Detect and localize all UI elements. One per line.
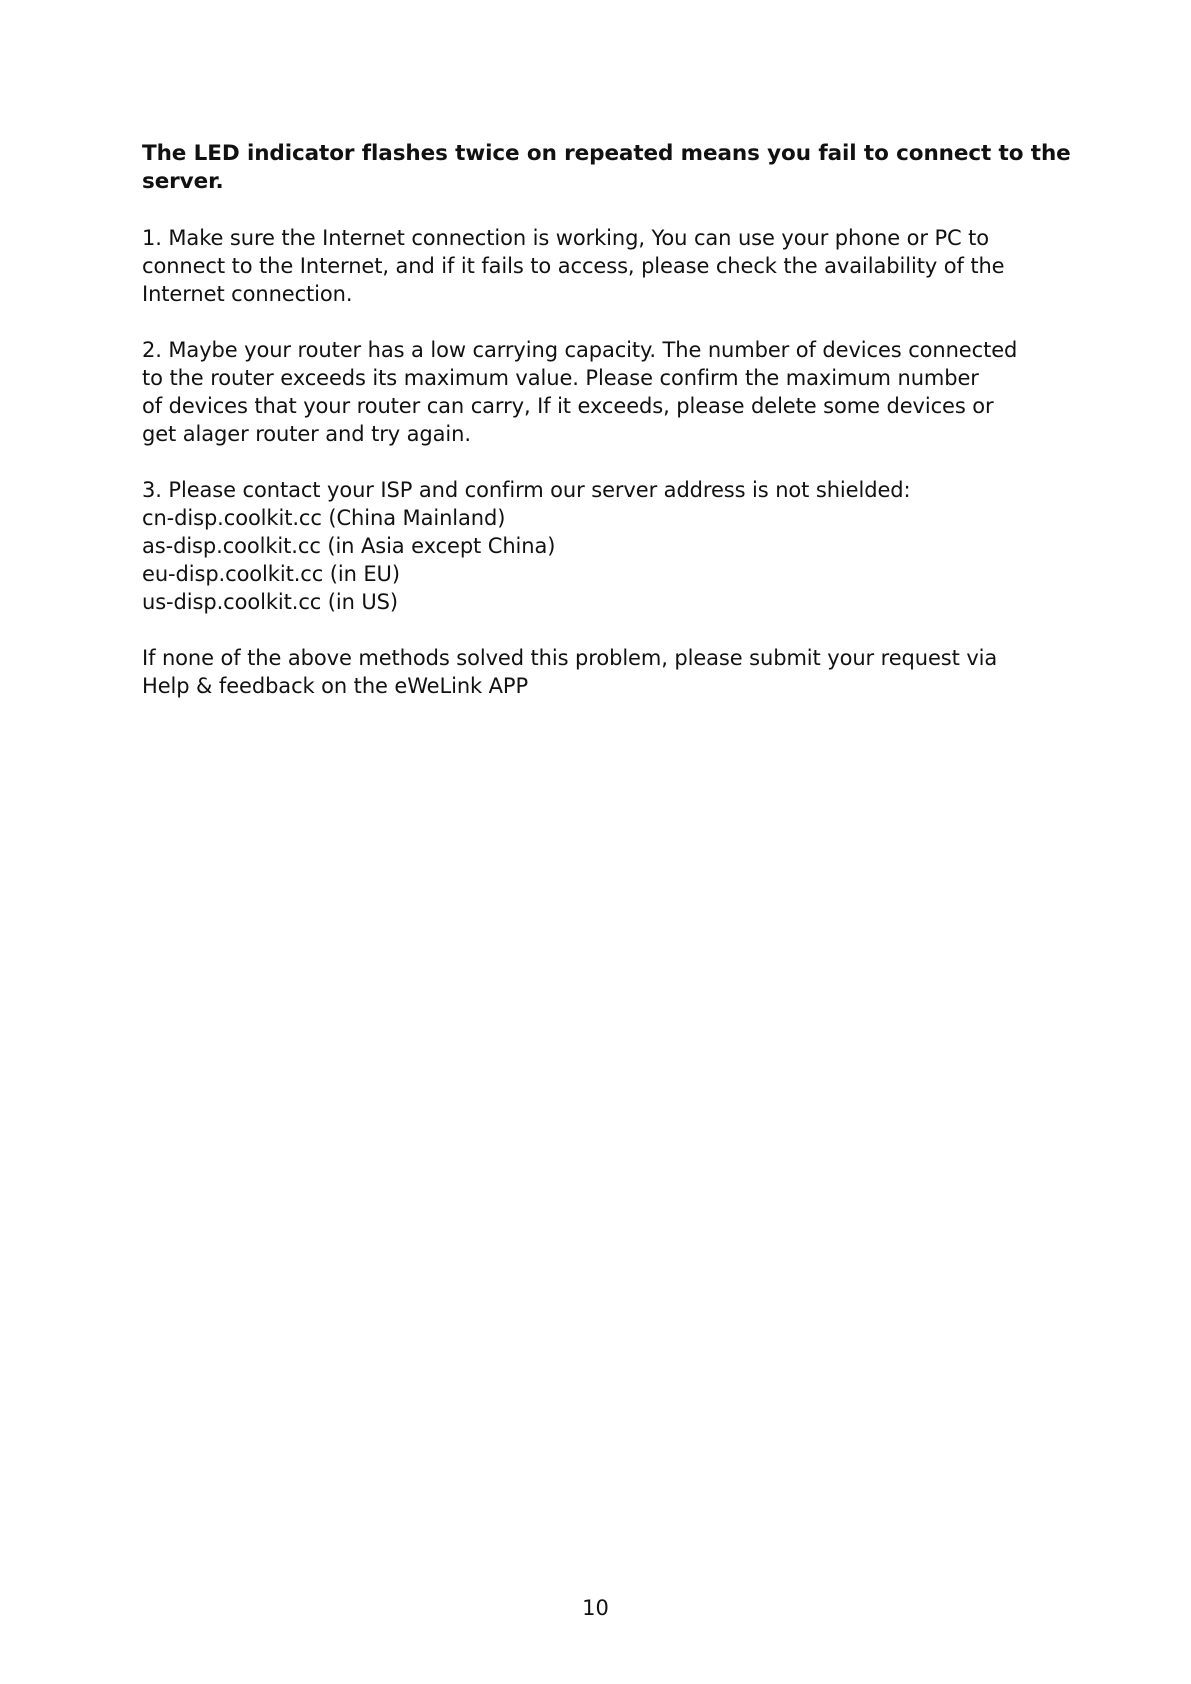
step-2-line: to the router exceeds its maximum value. Please confirm the maximum number	[142, 366, 979, 390]
heading-line: The LED indicator flashes twice on repeated means you fail to connect to the	[142, 141, 1071, 166]
closing-line: If none of the above methods solved this problem, please submit your request via	[142, 646, 998, 670]
step-3-paragraph	[142, 476, 1042, 616]
step-2-line: 2. Maybe your router has a low carrying capacity. The number of devices connected	[142, 338, 1018, 362]
step-1-line: connect to the Internet, and if it fails to access, please check the availability of the	[142, 254, 1005, 278]
server-address-line: cn-disp.coolkit.cc (China Mainland)	[142, 506, 506, 530]
page-content	[142, 140, 1071, 700]
server-address-line: as-disp.coolkit.cc (in Asia except China)	[142, 534, 556, 558]
step-2-paragraph	[142, 336, 1042, 448]
section-heading	[142, 140, 1071, 196]
heading-line: server.	[142, 169, 224, 194]
step-2-line: get alager router and try again.	[142, 422, 471, 446]
step-1-line: 1. Make sure the Internet connection is working, You can use your phone or PC to	[142, 226, 990, 250]
step-1-paragraph	[142, 224, 1042, 308]
page-number: 10	[582, 1596, 609, 1620]
closing-line: Help & feedback on the eWeLink APP	[142, 674, 529, 698]
step-1-line: Internet connection.	[142, 282, 353, 306]
step-2-line: of devices that your router can carry, If it exceeds, please delete some devices or	[142, 394, 994, 418]
closing-paragraph	[142, 644, 1042, 700]
server-address-line: us-disp.coolkit.cc (in US)	[142, 590, 398, 614]
server-address-line: eu-disp.coolkit.cc (in EU)	[142, 562, 400, 586]
step-3-line: 3. Please contact your ISP and confirm our server address is not shielded:	[142, 478, 911, 502]
